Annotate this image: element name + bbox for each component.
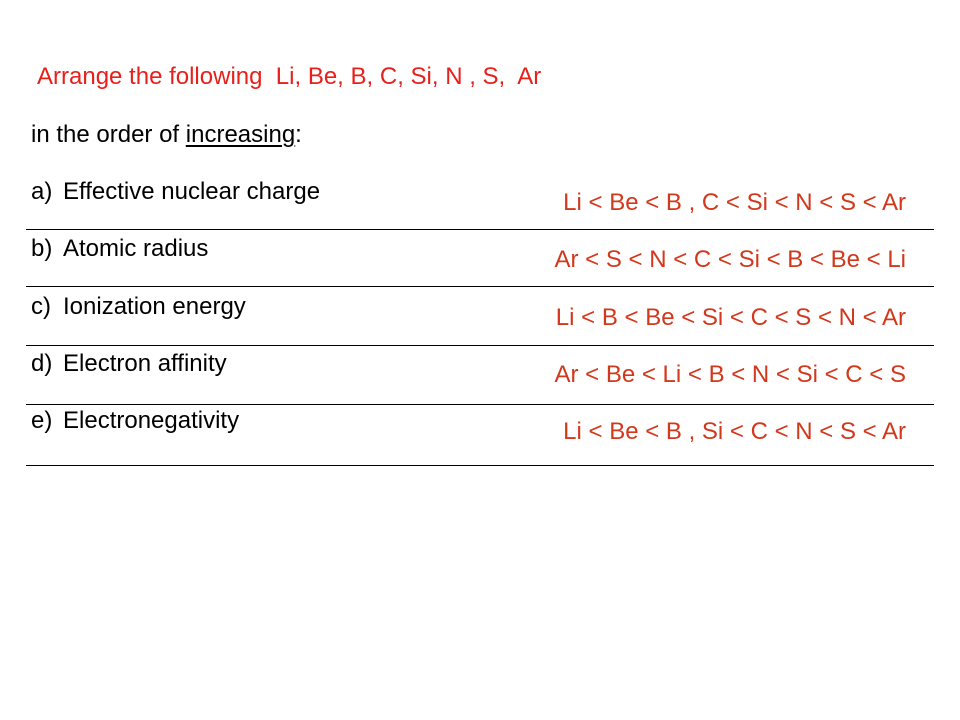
property-label — [31, 349, 227, 379]
property-label — [31, 234, 208, 264]
subtitle-emphasis: increasing — [185, 121, 296, 148]
property-answer: Ar < S < N < C < Si < B < Be < Li — [554, 246, 906, 273]
property-label — [31, 406, 239, 436]
row-divider — [26, 404, 934, 405]
property-letter: a) — [31, 178, 53, 205]
property-answer: Li < Be < B , Si < C < N < S < Ar — [563, 418, 906, 445]
slide-title: Arrange the following Li, Be, B, C, Si, N , S, Ar — [37, 63, 542, 90]
slide-subtitle — [31, 120, 302, 150]
property-name: Atomic radius — [63, 235, 209, 262]
property-letter: d) — [31, 350, 53, 377]
property-row-electron-affinity — [0, 349, 960, 407]
property-answer: Li < B < Be < Si < C < S < N < Ar — [555, 304, 906, 331]
property-letter: e) — [31, 407, 53, 434]
property-answer: Li < Be < B , C < Si < N < S < Ar — [563, 189, 906, 216]
row-divider — [26, 465, 934, 466]
property-label — [31, 177, 320, 207]
row-divider — [26, 286, 934, 287]
property-row-electronegativity — [0, 406, 960, 464]
property-label — [31, 292, 246, 322]
property-name: Effective nuclear charge — [63, 178, 321, 205]
property-row-effective-nuclear-charge — [0, 177, 960, 235]
row-divider — [26, 229, 934, 230]
subtitle-suffix: : — [295, 121, 302, 148]
property-name: Electron affinity — [63, 350, 227, 377]
property-row-ionization-energy — [0, 292, 960, 350]
property-name: Electronegativity — [63, 407, 240, 434]
property-row-atomic-radius — [0, 234, 960, 292]
property-name: Ionization energy — [63, 293, 246, 320]
property-letter: b) — [31, 235, 53, 262]
subtitle-prefix: in the order of — [31, 121, 186, 148]
property-answer: Ar < Be < Li < B < N < Si < C < S — [554, 361, 906, 388]
row-divider — [26, 345, 934, 346]
property-letter: c) — [31, 293, 51, 320]
